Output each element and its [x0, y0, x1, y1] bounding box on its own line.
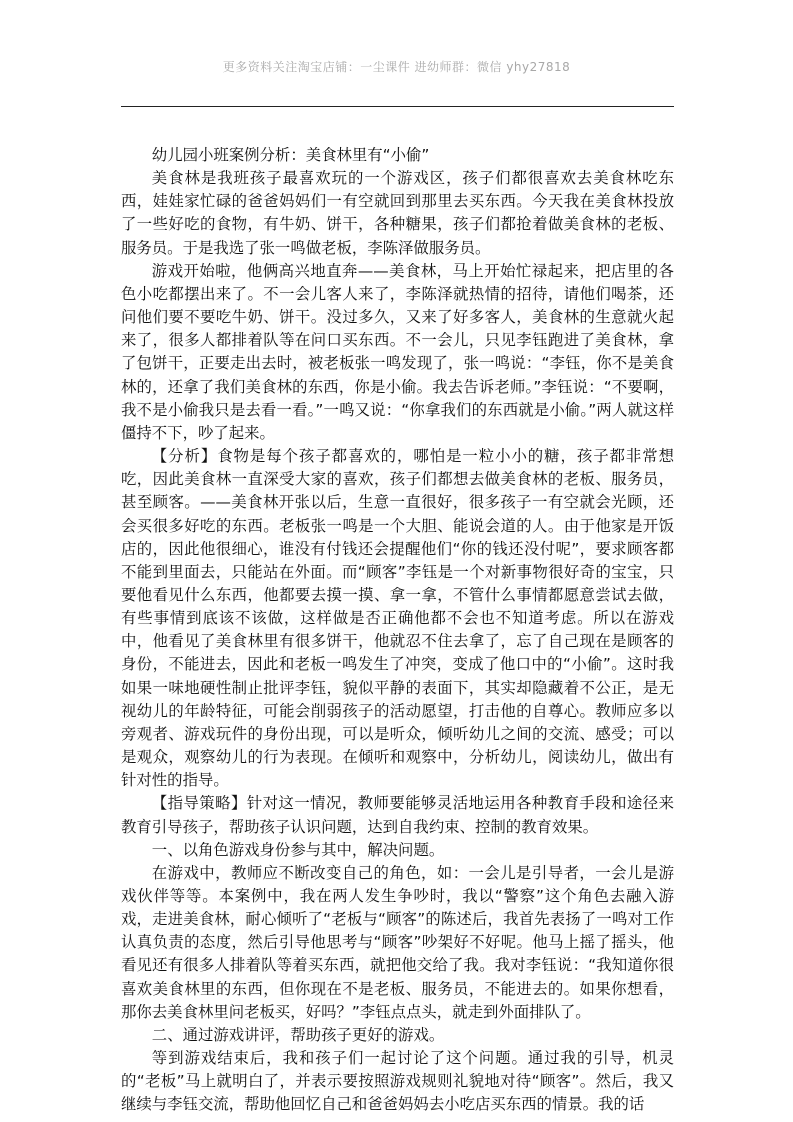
section-heading-1: 一、以角色游戏身份参与其中，解决问题。 — [151, 840, 445, 859]
paragraph-review: 等到游戏结束后，我和孩子们一起讨论了这个问题。通过我的引导，机灵的“老板”马上就明白了，并表示要按照游戏规则礼貌地对待“顾客”。然后，我又继续与李钰交流，帮助他回忆自己和爸爸妈妈去小吃店买东西的情景。我的话 — [121, 1049, 674, 1114]
paragraph-story: 游戏开始啦，他俩高兴地直奔——美食林，马上开始忙禄起来，把店里的各色小吃都摆出来了。不一会儿客人来了，李陈泽就热情的招待，请他们喝茶，还问他们要不要吃牛奶、饼干。没过多久，又来了好多客人，美食林的生意就火起来了，很多人都排着队等在问口买东西。不一会儿，只见李钰跑进了美食林，拿了包饼干，正要走出去时，被老板张一鸣发现了，张一鸣说：“李钰，你不是美食林的，还拿了我们美食林的东西，你是小偷。我去告诉老师。”李钰说：“不要啊，我不是小偷我只是去看一看。”一鸣又说：“你拿我们的东西就是小偷。”两人就这样僵持不下，吵了起来。 — [121, 261, 674, 442]
page-header-note: 更多资料关注淘宝店铺：一尘课件 进幼师群：微信 yhy27818 — [222, 60, 571, 74]
paragraph-intro: 美食林是我班孩子最喜欢玩的一个游戏区，孩子们都很喜欢去美食林吃东西，娃娃家忙碌的爸爸妈妈们一有空就回到那里去买东西。今天我在美食林投放了一些好吃的食物，有牛奶、饼干，各种糖果，孩子们都抢着做美食林的老板、服务员。于是我选了张一鸣做老板，李陈泽做服务员。 — [121, 169, 674, 257]
paragraph-strategy: 【指导策略】针对这一情况，教师要能够灵活地运用各种教育手段和途径来教育引导孩子，帮助孩子认识问题，达到自我约束、控制的教育效果。 — [121, 794, 674, 836]
document-body — [121, 144, 674, 1117]
document-title: 幼儿园小班案例分析：美食林里有“小偷” — [151, 146, 430, 164]
header-divider — [121, 106, 674, 107]
paragraph-role-play: 在游戏中，教师应不断改变自己的角色，如：一会儿是引导者，一会儿是游戏伙伴等等。本案例中，我在两人发生争吵时，我以“警察”这个角色去融入游戏，走进美食林，耐心倾听了“老板与“顾客”的陈述后，我首先表扬了一鸣对工作认真负责的态度，然后引导他思考与“顾客”吵架好不好呢。他马上摇了摇头，他看见还有很多人排着队等着买东西，就把他交给了我。我对李钰说：“我知道你很喜欢美食林里的东西，但你现在不是老板、服务员，不能进去的。如果你想看，那你去美食林里问老板买，好吗？”李钰点点头，就走到外面排队了。 — [121, 863, 674, 1021]
section-heading-2: 二、通过游戏讲评，帮助孩子更好的游戏。 — [151, 1025, 445, 1044]
paragraph-analysis: 【分析】食物是每个孩子都喜欢的，哪怕是一粒小小的糖，孩子都非常想吃，因此美食林一直深受大家的喜欢，孩子们都想去做美食林的老板、服务员，甚至顾客。——美食林开张以后，生意一直很好，很多孩子一有空就会光顾，还会买很多好吃的东西。老板张一鸣是一个大胆、能说会道的人。由于他家是开饭店的，因此他很细心，谁没有付钱还会提醒他们“你的钱还没付呢”，要求顾客都不能到里面去，只能站在外面。而“顾客”李钰是一个对新事物很好奇的宝宝，只要他看见什么东西，他都要去摸一摸、拿一拿，不管什么事情都愿意尝试去做，有些事情到底该不该做，这样做是否正确他都不会也不知道考虑。所以在游戏中，他看见了美食林里有很多饼干，他就忍不住去拿了，忘了自己现在是顾客的身份，不能进去，因此和老板一鸣发生了冲突，变成了他口中的“小偷”。这时我如果一味地硬性制止批评李钰，貌似平静的表面下，其实却隐藏着不公正，是无视幼儿的年龄特征，可能会削弱孩子的活动愿望，打击他的自尊心。教师应多以旁观者、游戏玩件的身份出现，可以是听众，倾听幼儿之间的交流、感受；可以是观众，观察幼儿的行为表现。在倾听和观察中，分析幼儿，阅读幼儿，做出有针对性的指导。 — [121, 447, 674, 790]
